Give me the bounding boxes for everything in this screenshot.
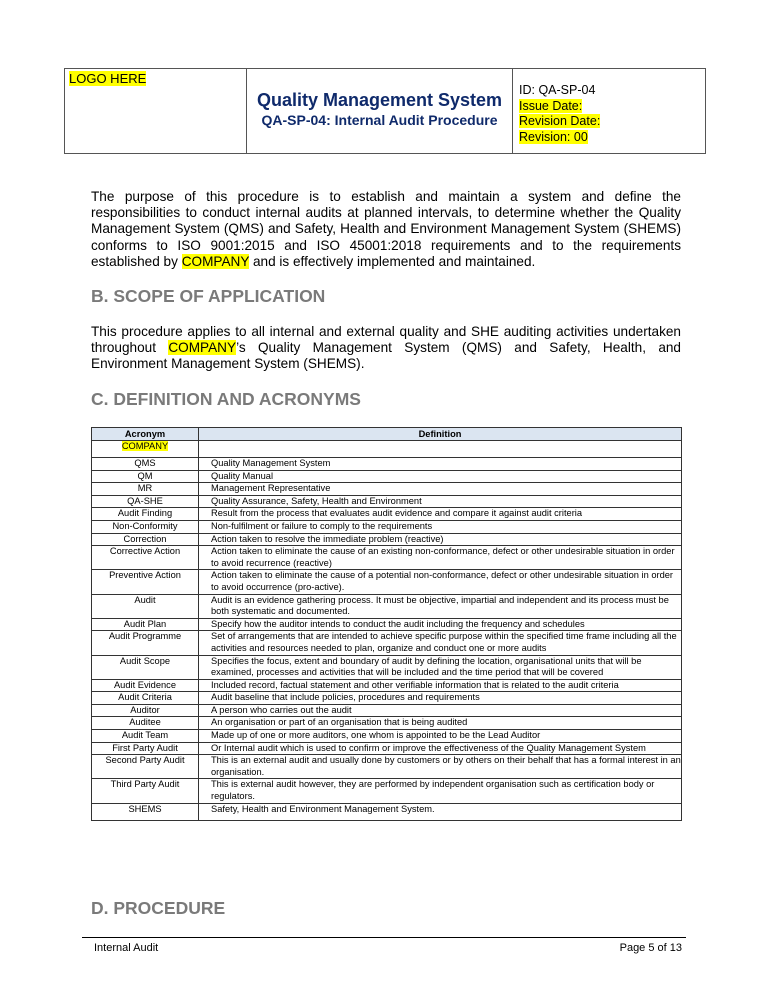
definition-cell: This is external audit however, they are performed by independent organisation such as certification body or regulators. (199, 779, 682, 803)
acronym-cell (92, 495, 199, 508)
definition-cell: An organisation or part of an organisation that is being audited (199, 717, 682, 730)
acronym-text: Audit Criteria (118, 692, 172, 703)
acronym-cell (92, 618, 199, 631)
acronym-cell (92, 679, 199, 692)
acronym-cell (92, 742, 199, 755)
acronym-text: Audit Team (121, 730, 169, 741)
issue-date: Issue Date: (519, 98, 583, 113)
acronym-cell (92, 631, 199, 655)
acronym-text: Audit Plan (123, 618, 167, 629)
table-row (92, 520, 682, 533)
acronym-cell (92, 458, 199, 471)
column-header-definition: Definition (199, 428, 682, 441)
definition-cell: A person who carries out the audit (199, 704, 682, 717)
purpose-paragraph (91, 189, 681, 270)
acronym-cell (92, 655, 199, 679)
acronym-text: Auditor (130, 704, 160, 715)
purpose-tail: and is effectively implemented and maintained. (249, 253, 536, 269)
acronym-text: Second Party Audit (105, 755, 185, 766)
definition-cell: Safety, Health and Environment Management System. (199, 803, 682, 820)
revision: Revision: 00 (519, 129, 588, 144)
table-row (92, 618, 682, 631)
definition-cell: Non-fulfilment or failure to comply to the requirements (199, 520, 682, 533)
acronym-text: QM (137, 470, 153, 481)
acronym-text: Audit Scope (119, 655, 171, 666)
table-row (92, 495, 682, 508)
purpose-text: The purpose of this procedure is to establish and maintain a system and define the responsibilities to conduct internal audits at planned intervals, to determine whether the Quality Management System (QMS) and Safety, Health and Environment Management System (SHEMS) conforms to ISO 9001:2015 and ISO 45001:2018 requirements and to the requirements established by (91, 189, 681, 269)
acronym-table (91, 427, 682, 821)
table-row (92, 679, 682, 692)
table-row (92, 717, 682, 730)
acronym-text: COMPANY (121, 441, 169, 451)
definition-cell: Action taken to eliminate the cause of an existing non-conformance, defect or other undesirable situation in order to avoid recurrence (reactive) (199, 546, 682, 570)
acronym-text: Corrective Action (109, 546, 181, 557)
table-row (92, 631, 682, 655)
table-row (92, 594, 682, 618)
table-row (92, 570, 682, 594)
title-cell (247, 69, 513, 153)
column-header-acronym: Acronym (92, 428, 199, 441)
acronym-text: QMS (134, 458, 156, 468)
acronym-text: QA-SHE (127, 495, 163, 506)
table-row (92, 483, 682, 496)
table-row (92, 742, 682, 755)
acronym-cell (92, 546, 199, 570)
acronym-cell (92, 692, 199, 705)
acronym-cell (92, 755, 199, 779)
footer-title: Internal Audit (94, 942, 159, 954)
procedure-heading: D. PROCEDURE (91, 898, 226, 918)
company-placeholder: COMPANY (181, 253, 250, 269)
page-number: Page 5 of 13 (619, 942, 682, 954)
acronym-cell (92, 533, 199, 546)
table-row (92, 704, 682, 717)
table-row (92, 692, 682, 705)
table-row (92, 655, 682, 679)
acronym-cell (92, 779, 199, 803)
definition-cell: Or Internal audit which is used to confirm or improve the effectiveness of the Quality Management System (199, 742, 682, 755)
table-row (92, 441, 682, 458)
table-row (92, 730, 682, 743)
revision-date: Revision Date: (519, 114, 601, 128)
acronym-text: First Party Audit (112, 742, 178, 753)
definition-cell: Specify how the auditor intends to conduct the audit including the frequency and schedules (199, 618, 682, 631)
logo-cell (65, 69, 247, 153)
definition-cell: Made up of one or more auditors, one whom is appointed to be the Lead Auditor (199, 730, 682, 743)
table-row (92, 803, 682, 820)
table-row (92, 508, 682, 521)
document-title: Quality Management System (256, 90, 503, 110)
definition-cell: Specifies the focus, extent and boundary of audit by defining the location, organisational units that will be examined, processes and activities that will be included and the time period that will be covered (199, 655, 682, 679)
table-row (92, 458, 682, 471)
document-id: ID: QA-SP-04 (519, 83, 596, 97)
meta-cell (513, 69, 705, 153)
acronym-cell (92, 483, 199, 496)
scope-tail: ’s Quality Management System (QMS) and Safety, Health, and Environment Management System (SHEMS). (91, 340, 681, 372)
definitions-heading: C. DEFINITION AND ACRONYMS (91, 389, 361, 409)
acronym-text: Audit Evidence (113, 679, 177, 690)
acronym-text: Audit Programme (108, 631, 182, 642)
definition-cell: Quality Management System (199, 458, 682, 471)
acronym-text: Audit Finding (117, 508, 173, 519)
definition-cell: Audit baseline that include policies, procedures and requirements (199, 692, 682, 705)
definition-cell: Quality Assurance, Safety, Health and Environment (199, 495, 682, 508)
definition-cell: Set of arrangements that are intended to achieve specific purpose within the specified time frame including all the activities and resources needed to plan, organize and conduct one or more audits (199, 631, 682, 655)
acronym-text: Non-Conformity (112, 520, 178, 531)
scope-paragraph (91, 324, 681, 373)
acronym-cell (92, 704, 199, 717)
table-row (92, 470, 682, 483)
definition-cell: Audit is an evidence gathering process. It must be objective, impartial and independent and its process must be both systematic and documented. (199, 594, 682, 618)
definition-cell: Quality Manual (199, 470, 682, 483)
definition-cell: This is an external audit and usually done by customers or by others on their behalf that has a formal interest in an organisation. (199, 755, 682, 779)
logo-placeholder: LOGO HERE (69, 71, 147, 86)
acronym-text: SHEMS (128, 803, 162, 814)
acronym-cell (92, 594, 199, 618)
acronym-cell (92, 470, 199, 483)
definition-cell: Action taken to resolve the immediate problem (reactive) (199, 533, 682, 546)
table-row (92, 533, 682, 546)
acronym-text: Auditee (129, 717, 161, 728)
scope-heading: B. SCOPE OF APPLICATION (91, 286, 326, 306)
document-subtitle: QA-SP-04: Internal Audit Procedure (261, 112, 498, 128)
acronym-cell (92, 441, 199, 458)
definition-cell: Action taken to eliminate the cause of a potential non-conformance, defect or other undesirable situation in order to avoid occurrence (pro-active). (199, 570, 682, 594)
definition-cell (199, 441, 682, 458)
acronym-cell (92, 520, 199, 533)
definition-cell: Management Representative (199, 483, 682, 496)
table-row (92, 779, 682, 803)
scope-text: This procedure applies to all internal and external quality and SHE auditing activities undertaken throughout (91, 324, 681, 356)
footer-divider (82, 937, 686, 938)
definition-cell: Included record, factual statement and other verifiable information that is related to the audit criteria (199, 679, 682, 692)
acronym-cell (92, 570, 199, 594)
definition-cell: Result from the process that evaluates audit evidence and compare it against audit criteria (199, 508, 682, 521)
table-row (92, 546, 682, 570)
acronym-text: Preventive Action (109, 570, 181, 581)
acronym-cell (92, 508, 199, 521)
document-header (64, 68, 706, 154)
table-row (92, 755, 682, 779)
acronym-cell (92, 803, 199, 820)
acronym-cell (92, 717, 199, 730)
acronym-cell (92, 730, 199, 743)
acronym-text: MR (137, 483, 153, 494)
company-placeholder: COMPANY (168, 340, 237, 356)
acronym-text: Third Party Audit (110, 779, 180, 790)
acronym-text: Audit (134, 594, 156, 605)
acronym-text: Correction (123, 533, 167, 544)
